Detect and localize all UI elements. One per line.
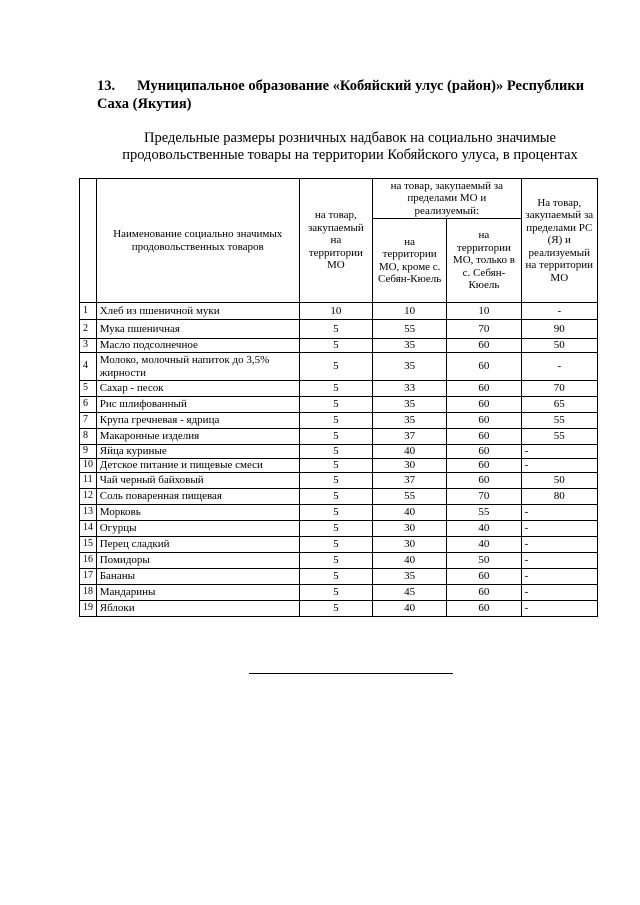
row-markup-only-sebyan: 10 [447, 303, 521, 320]
row-markup-only-sebyan: 60 [447, 472, 521, 488]
row-number: 8 [80, 429, 97, 445]
row-product-name: Макаронные изделия [96, 429, 299, 445]
row-markup-except-sebyan: 30 [372, 536, 446, 552]
row-markup-except-sebyan: 55 [372, 320, 446, 339]
row-markup-except-sebyan: 35 [372, 397, 446, 413]
table-row [80, 472, 598, 488]
row-markup-except-sebyan: 40 [372, 445, 446, 459]
row-markup-outside-rs: 90 [521, 320, 597, 339]
row-number: 10 [80, 459, 97, 473]
row-markup-except-sebyan: 10 [372, 303, 446, 320]
row-number: 4 [80, 353, 97, 381]
row-markup-only-sebyan: 60 [447, 445, 521, 459]
header-number [80, 179, 97, 303]
row-product-name: Мука пшеничная [96, 320, 299, 339]
header-only-sebyan: на территории МО, только в с. Себян-Кюель [447, 219, 521, 303]
row-product-name: Перец сладкий [96, 536, 299, 552]
row-number: 5 [80, 381, 97, 397]
table-row [80, 320, 598, 339]
row-markup-only-sebyan: 55 [447, 504, 521, 520]
row-number: 17 [80, 568, 97, 584]
row-product-name: Мандарины [96, 584, 299, 600]
header-outside-rs: На товар, закупаемый за пределами РС (Я) и реализуемый на территории МО [521, 179, 597, 303]
row-markup-only-sebyan: 60 [447, 459, 521, 473]
row-markup-local: 5 [299, 381, 372, 397]
row-markup-outside-rs: - [521, 303, 597, 320]
table-row [80, 303, 598, 320]
markup-table [79, 178, 598, 617]
row-markup-local: 5 [299, 353, 372, 381]
row-markup-local: 5 [299, 459, 372, 473]
row-markup-only-sebyan: 70 [447, 320, 521, 339]
row-markup-outside-rs: 65 [521, 397, 597, 413]
row-markup-local: 5 [299, 320, 372, 339]
row-product-name: Морковь [96, 504, 299, 520]
row-markup-except-sebyan: 37 [372, 429, 446, 445]
table-row [80, 584, 598, 600]
row-markup-local: 5 [299, 584, 372, 600]
row-markup-outside-rs: - [521, 584, 597, 600]
row-markup-only-sebyan: 60 [447, 381, 521, 397]
row-number: 13 [80, 504, 97, 520]
row-number: 11 [80, 472, 97, 488]
row-markup-except-sebyan: 30 [372, 520, 446, 536]
table-row [80, 520, 598, 536]
row-markup-local: 5 [299, 445, 372, 459]
row-markup-local: 10 [299, 303, 372, 320]
table-row [80, 353, 598, 381]
row-markup-only-sebyan: 60 [447, 397, 521, 413]
row-markup-except-sebyan: 35 [372, 339, 446, 353]
row-product-name: Масло подсолнечное [96, 339, 299, 353]
row-markup-local: 5 [299, 397, 372, 413]
table-row [80, 504, 598, 520]
section-title: Муниципальное образование «Кобяйский улус (район)» Республики Саха (Якутия) [97, 78, 585, 112]
row-markup-local: 5 [299, 413, 372, 429]
row-number: 12 [80, 488, 97, 504]
row-number: 18 [80, 584, 97, 600]
row-markup-except-sebyan: 35 [372, 413, 446, 429]
section-number: 13. [97, 78, 116, 94]
table-row [80, 381, 598, 397]
row-markup-only-sebyan: 60 [447, 429, 521, 445]
row-markup-only-sebyan: 70 [447, 488, 521, 504]
row-markup-local: 5 [299, 429, 372, 445]
row-product-name: Помидоры [96, 552, 299, 568]
row-markup-outside-rs: - [521, 459, 597, 473]
row-markup-local: 5 [299, 504, 372, 520]
row-markup-outside-rs: - [521, 353, 597, 381]
header-name: Наименование социально значимых продовольственных товаров [96, 179, 299, 303]
row-markup-outside-rs: - [521, 504, 597, 520]
table-caption: Предельные размеры розничных надбавок на социально значимые продовольственные товары на территории Кобяйского улуса, в процентах [122, 130, 578, 163]
row-markup-except-sebyan: 37 [372, 472, 446, 488]
row-product-name: Молоко, молочный напиток до 3,5% жирности [96, 353, 299, 381]
row-markup-local: 5 [299, 520, 372, 536]
row-number: 1 [80, 303, 97, 320]
row-product-name: Детское питание и пищевые смеси [96, 459, 299, 473]
table-row [80, 568, 598, 584]
row-markup-except-sebyan: 33 [372, 381, 446, 397]
row-number: 6 [80, 397, 97, 413]
row-markup-only-sebyan: 60 [447, 600, 521, 616]
row-product-name: Бананы [96, 568, 299, 584]
row-markup-except-sebyan: 30 [372, 459, 446, 473]
row-number: 15 [80, 536, 97, 552]
header-group-outside: на товар, закупаемый за пределами МО и реализуемый: [372, 179, 521, 219]
row-markup-outside-rs: 50 [521, 339, 597, 353]
table-row [80, 339, 598, 353]
table-row [80, 413, 598, 429]
row-markup-only-sebyan: 60 [447, 584, 521, 600]
row-markup-local: 5 [299, 488, 372, 504]
row-number: 14 [80, 520, 97, 536]
row-markup-outside-rs: - [521, 520, 597, 536]
row-product-name: Рис шлифованный [96, 397, 299, 413]
row-markup-outside-rs: - [521, 552, 597, 568]
table-row [80, 536, 598, 552]
row-product-name: Чай черный байховый [96, 472, 299, 488]
row-product-name: Крупа гречневая - ядрица [96, 413, 299, 429]
row-number: 9 [80, 445, 97, 459]
table-row [80, 552, 598, 568]
row-number: 3 [80, 339, 97, 353]
row-markup-except-sebyan: 45 [372, 584, 446, 600]
footer-rule [249, 673, 453, 674]
table-row [80, 600, 598, 616]
row-number: 16 [80, 552, 97, 568]
row-product-name: Соль поваренная пищевая [96, 488, 299, 504]
table-row [80, 488, 598, 504]
row-product-name: Хлеб из пшеничной муки [96, 303, 299, 320]
row-markup-local: 5 [299, 339, 372, 353]
row-markup-except-sebyan: 55 [372, 488, 446, 504]
header-local: на товар, закупаемый на территории МО [299, 179, 372, 303]
header-except-sebyan: на территории МО, кроме с. Себян-Кюель [372, 219, 446, 303]
table-body [80, 303, 598, 617]
row-number: 19 [80, 600, 97, 616]
row-markup-only-sebyan: 60 [447, 413, 521, 429]
row-markup-outside-rs: - [521, 600, 597, 616]
row-markup-only-sebyan: 60 [447, 353, 521, 381]
row-number: 7 [80, 413, 97, 429]
row-markup-except-sebyan: 40 [372, 552, 446, 568]
row-markup-except-sebyan: 35 [372, 353, 446, 381]
row-markup-outside-rs: 70 [521, 381, 597, 397]
row-markup-outside-rs: - [521, 568, 597, 584]
row-product-name: Сахар - песок [96, 381, 299, 397]
row-markup-except-sebyan: 40 [372, 600, 446, 616]
row-product-name: Яблоки [96, 600, 299, 616]
row-markup-outside-rs: 55 [521, 413, 597, 429]
table-row [80, 459, 598, 473]
row-markup-local: 5 [299, 568, 372, 584]
section-heading [97, 77, 609, 113]
row-markup-except-sebyan: 35 [372, 568, 446, 584]
table-row [80, 445, 598, 459]
row-markup-outside-rs: 55 [521, 429, 597, 445]
row-product-name: Яйца куриные [96, 445, 299, 459]
row-markup-outside-rs: 80 [521, 488, 597, 504]
row-markup-local: 5 [299, 472, 372, 488]
row-markup-local: 5 [299, 600, 372, 616]
table-row [80, 429, 598, 445]
row-markup-outside-rs: 50 [521, 472, 597, 488]
row-markup-only-sebyan: 50 [447, 552, 521, 568]
row-markup-only-sebyan: 60 [447, 568, 521, 584]
table-row [80, 397, 598, 413]
row-markup-outside-rs: - [521, 536, 597, 552]
row-markup-except-sebyan: 40 [372, 504, 446, 520]
row-markup-local: 5 [299, 536, 372, 552]
row-markup-outside-rs: - [521, 445, 597, 459]
row-number: 2 [80, 320, 97, 339]
row-markup-only-sebyan: 40 [447, 520, 521, 536]
row-markup-only-sebyan: 60 [447, 339, 521, 353]
row-product-name: Огурцы [96, 520, 299, 536]
row-markup-only-sebyan: 40 [447, 536, 521, 552]
row-markup-local: 5 [299, 552, 372, 568]
